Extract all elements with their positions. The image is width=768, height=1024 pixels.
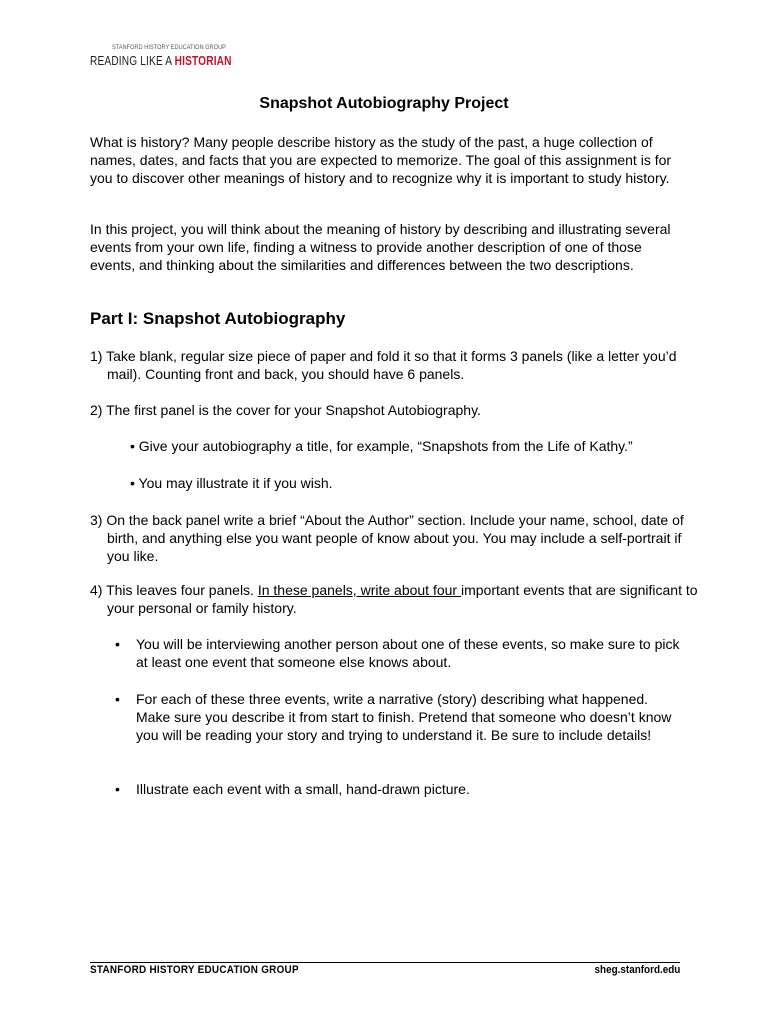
step-1: 1) Take blank, regular size piece of paper and fold it so that it forms 3 panels (like a letter you’d mail). Counting front and back, you should have 6 panels. bbox=[90, 348, 677, 382]
step-4 bbox=[90, 581, 707, 617]
step-2-point-title: • Give your autobiography a title, for example, “Snapshots from the Life of Kathy.” bbox=[130, 438, 633, 454]
step-2-point-illustrate: • You may illustrate it if you wish. bbox=[130, 475, 333, 491]
footer-organization: STANFORD HISTORY EDUCATION GROUP bbox=[90, 964, 299, 976]
logo-group-text: STANFORD HISTORY EDUCATION GROUP bbox=[112, 44, 226, 51]
logo-main-accent: HISTORIAN bbox=[174, 53, 232, 68]
step-4-underlined-text: In these panels, write about four bbox=[257, 582, 461, 598]
bullet-marker: • bbox=[115, 636, 120, 652]
reading-like-a-historian-logo bbox=[90, 44, 240, 72]
bullet-marker: • bbox=[115, 691, 120, 707]
step-2: 2) The first panel is the cover for your Snapshot Autobiography. bbox=[90, 402, 481, 418]
step-4-text-after: important events that are significant to your personal or family history. bbox=[107, 582, 698, 616]
step-3: 3) On the back panel write a brief “About the Author” section. Include your name, school, date of birth, and anything else you want people of know about you. You may include a self-portrait if you like. bbox=[90, 512, 684, 564]
step-4-text-before: 4) This leaves four panels. bbox=[90, 582, 258, 598]
footer-website-link[interactable]: sheg.stanford.edu bbox=[594, 964, 680, 976]
footer-divider bbox=[90, 962, 680, 963]
part-1-heading: Part I: Snapshot Autobiography bbox=[90, 309, 346, 328]
intro-paragraph-1: What is history? Many people describe history as the study of the past, a huge collection of names, dates, and facts that you are expected to memorize. The goal of this assignment is for you to discover other meanings of history and to recognize why it is important to study history. bbox=[90, 134, 672, 186]
step-4-bullet-interview: You will be interviewing another person about one of these events, so make sure to pick at least one event that someone else knows about. bbox=[136, 636, 680, 670]
intro-paragraph-2: In this project, you will think about the meaning of history by describing and illustrating several events from your own life, finding a witness to provide another description of one of those events, and thinking about the similarities and differences between the two descriptions. bbox=[90, 221, 671, 273]
bullet-marker: • bbox=[115, 781, 120, 797]
step-4-bullet-narrative: For each of these three events, write a narrative (story) describing what happened. Make sure you describe it from start to finish. Pretend that someone who doesn’t know you will be reading your story and trying to understand it. Be sure to include details! bbox=[136, 691, 672, 743]
page-title: Snapshot Autobiography Project bbox=[259, 95, 509, 112]
logo-main-prefix: READING LIKE A bbox=[90, 53, 175, 68]
logo-main-text bbox=[90, 53, 232, 68]
step-4-bullet-illustrate: Illustrate each event with a small, hand-drawn picture. bbox=[136, 781, 470, 797]
